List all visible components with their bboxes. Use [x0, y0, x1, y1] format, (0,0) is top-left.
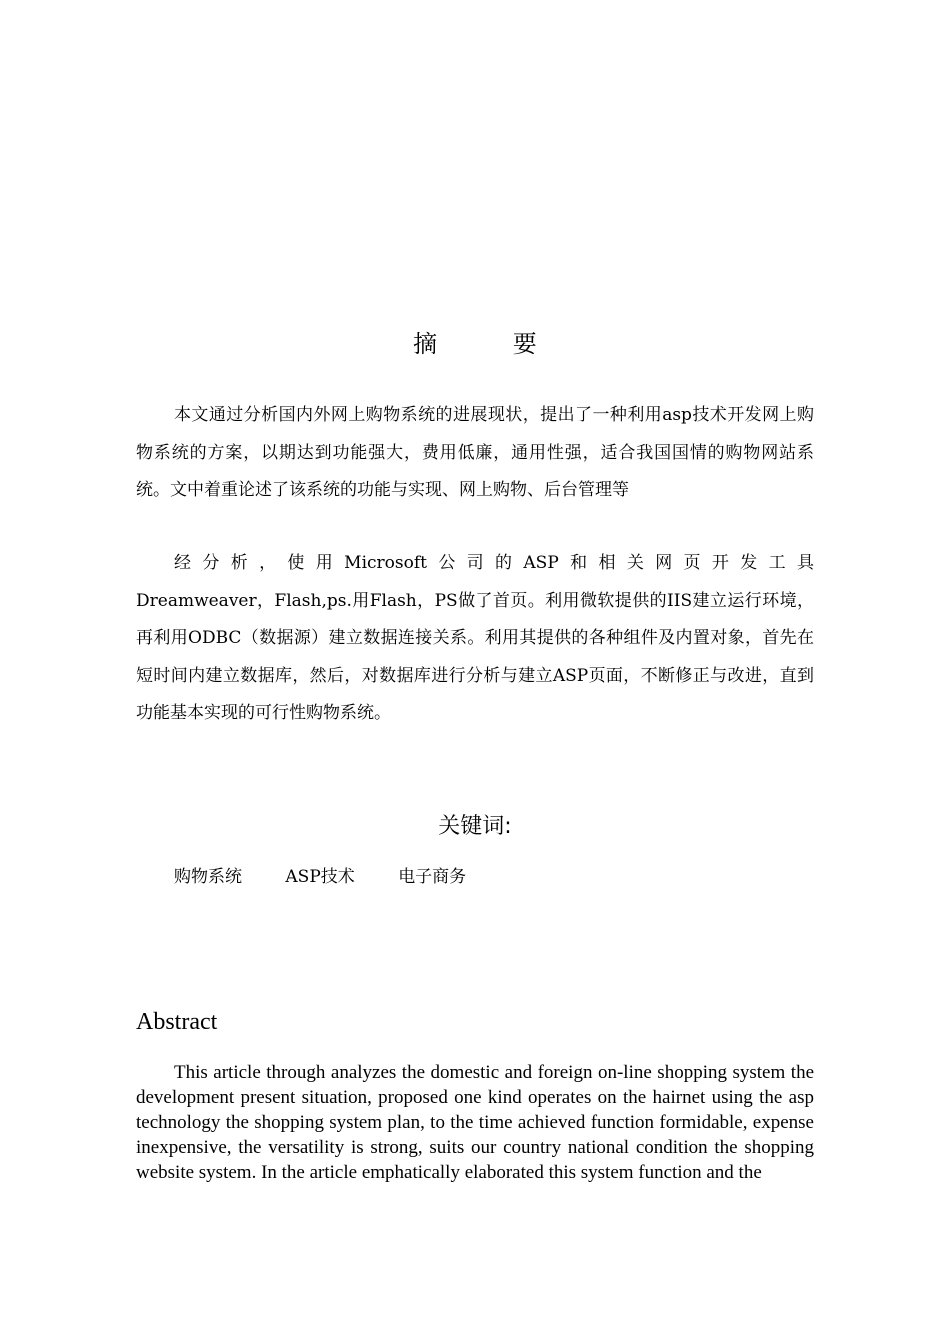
abstract-paragraph-2-first-line: 经分析，使用Microsoft公司的ASP和相关网页开发工具 [174, 553, 814, 573]
keyword-item: 电子商务 [398, 867, 467, 887]
abstract-paragraph-2 [136, 545, 814, 733]
keywords-title: 关键词: [438, 814, 512, 839]
keyword-item: 购物系统 [174, 867, 242, 887]
keywords-list [174, 862, 466, 892]
abstract-paragraph-en: This article through analyzes the domestic and foreign on-line shopping system the development present situation, proposed one kind operates on the hairnet using the asp technology the shopping system plan, to the time achieved function formidable, expense inexpensive, the versatility is strong, suits our country national condition the shopping website system. In the article emphatically elaborated this system function and the [136, 1062, 814, 1183]
abstract-paragraph-1: 本文通过分析国内外网上购物系统的进展现状，提出了一种利用asp技术开发网上购物系统的方案，以期达到功能强大，费用低廉，通用性强，适合我国国情的购物网站系统。文中着重论述了该系统的功能与实现、网上购物、后台管理等 [136, 405, 814, 500]
abstract-title-cn: 摘 要 [413, 330, 571, 358]
keyword-item: ASP技术 [285, 867, 355, 887]
abstract-title-en: Abstract [136, 1009, 218, 1035]
abstract-paragraph-2-rest: Dreamweaver，Flash,ps.用Flash，PS做了首页。利用微软提供的IIS建立运行环境，再利用ODBC（数据源）建立数据连接关系。利用其提供的各种组件及内置对象，首先在短时间内建立数据库，然后，对数据库进行分析与建立ASP页面，不断修正与改进，直到功能基本实现的可行性购物系统。 [136, 590, 814, 723]
